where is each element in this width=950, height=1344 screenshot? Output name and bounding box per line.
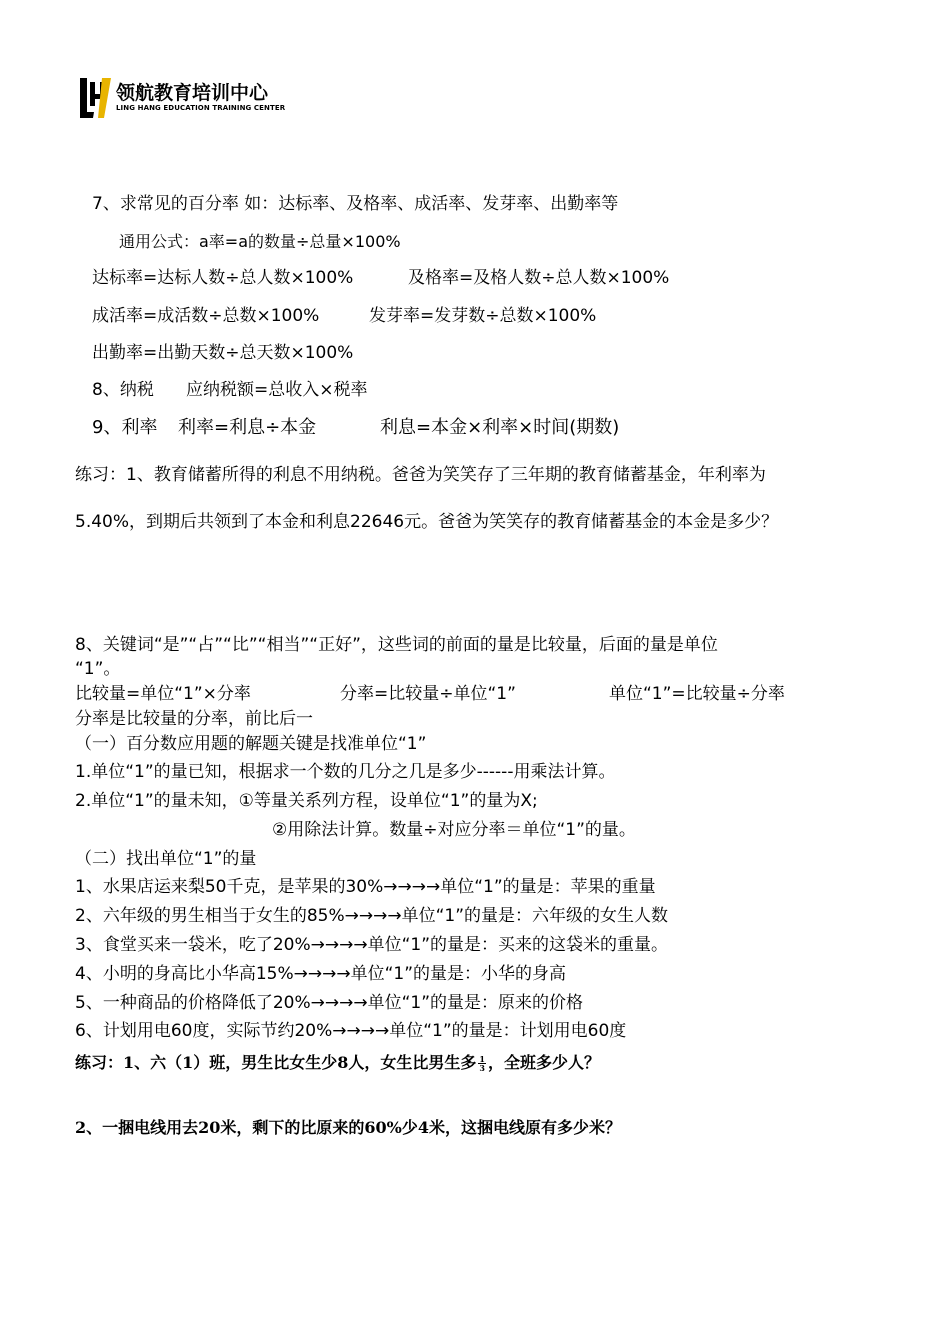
list-item: 5、一种商品的价格降低了20%→→→→单位“1”的量是：原来的价格 [75,993,584,1013]
subsection-two-heading: （二）找出单位“1”的量 [75,849,257,869]
general-formula: 通用公式：a率=a的数量÷总量×100% [119,232,401,251]
practice1-line2: 5.40%，到期后共领到了本金和利息22646元。爸爸为笑笑存的教育储蓄基金的本金是多少？ [75,512,779,532]
list-item: 2、六年级的男生相当于女生的85%→→→→单位“1”的量是：六年级的女生人数 [75,906,669,926]
rule-division-method: ②用除法计算。数量÷对应分率＝单位“1”的量。 [272,820,636,840]
formula-germination-rate: 发芽率=发芽数÷总数×100% [369,306,597,326]
fraction-one-third [478,1055,486,1072]
keyword-heading-cont: “1”。 [75,659,121,679]
formula-fraction-rate: 分率=比较量÷单位“1” [340,684,516,704]
practice2-question2: 2、一捆电线用去20米，剩下的比原来的60%少4米，这捆电线原有多少米？ [75,1118,622,1137]
practice1-line1: 练习：1、教育储蓄所得的利息不用纳税。爸爸为笑笑存了三年期的教育储蓄基金，年利率为 [75,465,766,485]
logo-text-en: LING HANG EDUCATION TRAINING CENTER [116,104,286,112]
logo [78,76,286,122]
formula-attendance-rate: 出勤率=出勤天数÷总天数×100% [92,343,354,363]
subsection-one-heading: （一）百分数应用题的解题关键是找准单位“1” [75,734,427,754]
practice2-question1 [75,1055,600,1072]
interest-heading: 9、利率 [92,417,158,438]
list-item: 6、计划用电60度，实际节约20%→→→→单位“1”的量是：计划用电60度 [75,1021,627,1041]
fraction-denominator: 3 [479,1063,485,1073]
interest-rate-formula: 利率=利息÷本金 [178,417,317,438]
percent-rate-heading: 7、求常见的百分率 如：达标率、及格率、成活率、发芽率、出勤率等 [92,194,619,214]
practice2-q1-text: 练习：1、六（1）班，男生比女生少8人，女生比男生多 [75,1053,477,1072]
practice2-q1-text-end: ，全班多少人？ [487,1053,600,1072]
list-item: 4、小明的身高比小华高15%→→→→单位“1”的量是：小华的身高 [75,964,567,984]
fraction-rate-note: 分率是比较量的分率，前比后一 [75,709,313,729]
formula-pass-rate: 及格率=及格人数÷总人数×100% [408,268,670,288]
logo-text-cn: 领航教育培训中心 [116,82,269,104]
formula-survival-rate: 成活率=成活数÷总数×100% [92,306,320,326]
logo-mark-icon [78,76,112,120]
formula-unit-one: 单位“1”=比较量÷分率 [609,684,785,704]
fraction-numerator: 1 [479,1054,485,1064]
interest-formula: 利息=本金×利率×时间(期数) [380,417,620,438]
keyword-heading: 8、关键词“是”“占”“比”“相当”“正好”，这些词的前面的量是比较量，后面的量是单位 [75,635,718,655]
list-item: 3、食堂买来一袋米，吃了20%→→→→单位“1”的量是：买来的这袋米的重量。 [75,935,669,955]
formula-compare-qty: 比较量=单位“1”×分率 [75,684,251,704]
tax-heading: 8、纳税 [92,380,154,400]
rule-unit-known: 1.单位“1”的量已知，根据求一个数的几分之几是多少------用乘法计算。 [75,762,616,782]
tax-formula: 应纳税额=总收入×税率 [186,380,368,400]
rule-unit-unknown: 2.单位“1”的量未知，①等量关系列方程，设单位“1”的量为X; [75,791,538,811]
formula-pass-target: 达标率=达标人数÷总人数×100% [92,268,354,288]
list-item: 1、水果店运来梨50千克，是苹果的30%→→→→单位“1”的量是：苹果的重量 [75,877,656,897]
